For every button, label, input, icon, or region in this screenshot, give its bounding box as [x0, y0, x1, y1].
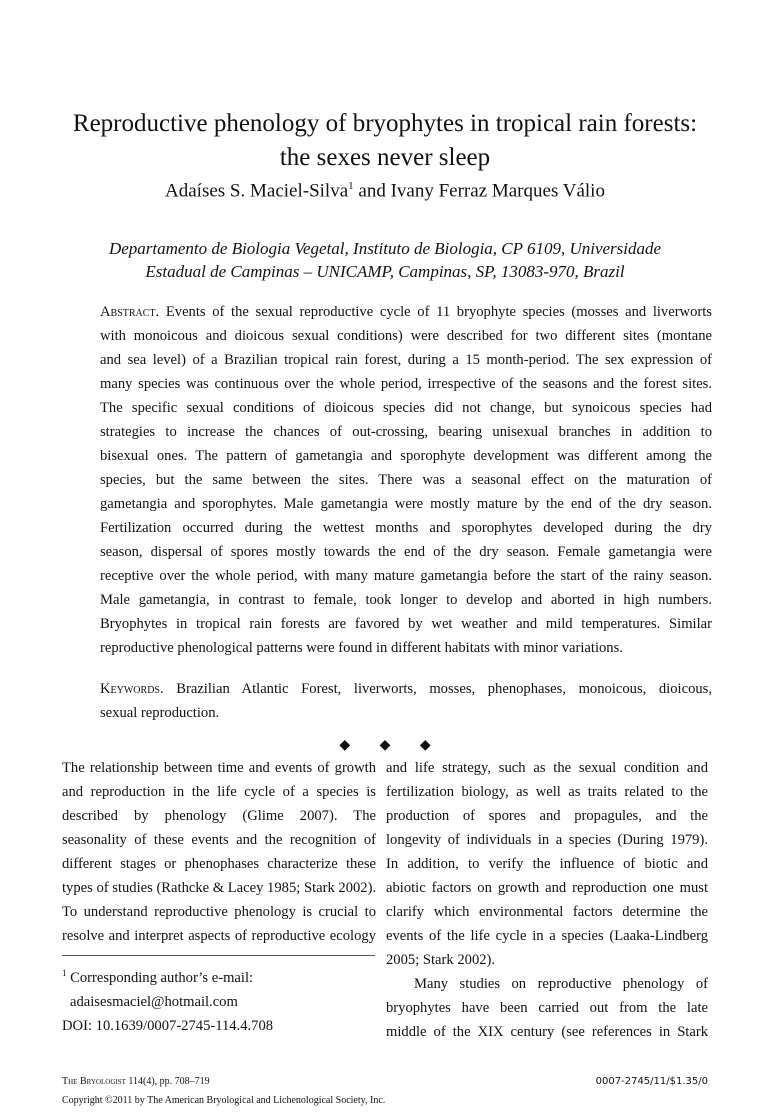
text-line: Bryophytes in tropical rain forests are favored by wet weather and mild temperatures. Similar	[100, 616, 712, 632]
text-line: and reproduction in the life cycle of a species is	[62, 784, 376, 800]
text-line: resolve and interpret aspects of reproductive ecology	[62, 928, 376, 944]
text-line: Fertilization occurred during the wettest months and sporophytes developed during the dry	[100, 520, 712, 536]
text-line: In addition, to verify the influence of biotic and	[386, 856, 708, 872]
text-line: many species was continuous over the whole period, irrespective of the seasons and the forest sites.	[100, 376, 712, 392]
text-line: seasonality of these events and the recognition of	[62, 832, 376, 848]
section-label: Keywords.	[100, 681, 164, 697]
text-line: bisexual ones. The pattern of gametangia and sporophyte development was different among the	[100, 448, 712, 464]
copyright: Copyright ©2011 by The American Bryological and Lichenological Society, Inc.	[62, 1095, 386, 1106]
affiliation	[0, 237, 770, 283]
footnote	[62, 961, 376, 1038]
body-right-column	[386, 756, 708, 1044]
text-line: sexual reproduction.	[100, 705, 220, 721]
text-line: The specific sexual conditions of dioicous species did not change, but synoicous species had	[100, 400, 712, 416]
text-line: and life strategy, such as the sexual condition and	[386, 760, 708, 776]
keywords	[100, 677, 712, 725]
text-line	[100, 677, 712, 701]
journal-citation	[62, 1076, 210, 1087]
text-line: gametangia and sporophytes. Male gametangia were mostly mature by the end of the dry season.	[100, 496, 712, 512]
text-line: production of spores and propagules, and the	[386, 808, 708, 824]
text-line: season, dispersal of spores mostly towards the end of the dry season. Female gametangia were	[100, 544, 712, 560]
author-2: Ivany Ferraz Marques Válio	[390, 180, 605, 202]
text-line: described by phenology (Glime 2007). The	[62, 808, 376, 824]
text-line: 2005; Stark 2002).	[386, 952, 496, 968]
article-code: 0007-2745/11/$1.35/0	[595, 1076, 708, 1087]
footnote-text: Corresponding author’s e-mail:	[66, 969, 254, 986]
body-left-column	[62, 756, 376, 948]
text-line: clarify which environmental factors determine the	[386, 904, 708, 920]
text-line: types of studies (Rathcke & Lacey 1985; Stark 2002).	[62, 880, 377, 896]
footnote-rule	[62, 955, 375, 956]
authors	[0, 180, 770, 202]
footnote-mark: 1	[62, 968, 67, 978]
affiliation-line: Departamento de Biologia Vegetal, Instituto de Biologia, CP 6109, Universidade	[108, 239, 662, 258]
text-line: receptive over the whole period, with many mature gametangia before the start of the rainy season.	[100, 568, 712, 584]
text-line: species, but the same between the sites. There was a seasonal effect on the maturation of	[100, 472, 712, 488]
title-line-1: Reproductive phenology of bryophytes in tropical rain forests:	[72, 110, 698, 137]
section-label: Abstract.	[100, 304, 160, 320]
text-line: fertilization biology, as well as traits related to the	[386, 784, 708, 800]
text-line	[100, 300, 712, 324]
text-line: reproductive phenological patterns were found in different habitats with minor variations.	[100, 640, 623, 656]
citation: 114(4), pp. 708–719	[125, 1076, 210, 1087]
text-line: with monoicous and dioicous sexual conditions) were described for two different sites (montane	[100, 328, 712, 344]
text-span: Events of the sexual reproductive cycle of 11 bryophyte species (mosses and liverworts	[159, 304, 712, 320]
journal-name: The Bryologist	[62, 1076, 126, 1087]
text-line: middle of the XIX century (see references in Stark	[386, 1024, 708, 1040]
text-line: To understand reproductive phenology is crucial to	[62, 904, 376, 920]
text-line: different stages or phenophases characterize these	[62, 856, 376, 872]
author-1: Adaíses S. Maciel-Silva	[165, 180, 349, 202]
text-line: bryophytes have been carried out from the late	[386, 1000, 708, 1016]
section-separator: ◆ ◆ ◆	[339, 738, 431, 753]
abstract	[100, 300, 712, 660]
footnote-mark: 1	[348, 180, 354, 192]
text-line: strategies to increase the chances of out-crossing, bearing unisexual branches in addition to	[100, 424, 712, 440]
text-line: Many studies on reproductive phenology of	[414, 976, 708, 992]
title-line-2: the sexes never sleep	[279, 144, 491, 171]
author-conjunction: and	[353, 180, 391, 202]
doi: DOI: 10.1639/0007-2745-114.4.708	[62, 1017, 274, 1034]
text-line: Male gametangia, in contrast to female, took longer to develop and aborted in high numbers.	[100, 592, 712, 608]
text-line: longevity of individuals in a species (During 1979).	[386, 832, 708, 848]
text-line: and sea level) of a Brazilian tropical rain forest, during a 15 month-period. The sex expression of	[100, 352, 712, 368]
affiliation-line: Estadual de Campinas – UNICAMP, Campinas, SP, 13083-970, Brazil	[145, 262, 625, 281]
text-line: The relationship between time and events of growth	[62, 760, 376, 776]
text-span: Brazilian Atlantic Forest, liverworts, mosses, phenophases, monoicous, dioicous,	[163, 681, 712, 697]
text-line: events of the life cycle in a species (Laaka-Lindberg	[386, 928, 708, 944]
text-line: abiotic factors on growth and reproduction one must	[386, 880, 708, 896]
footnote-email: adaisesmaciel@hotmail.com	[70, 993, 238, 1010]
